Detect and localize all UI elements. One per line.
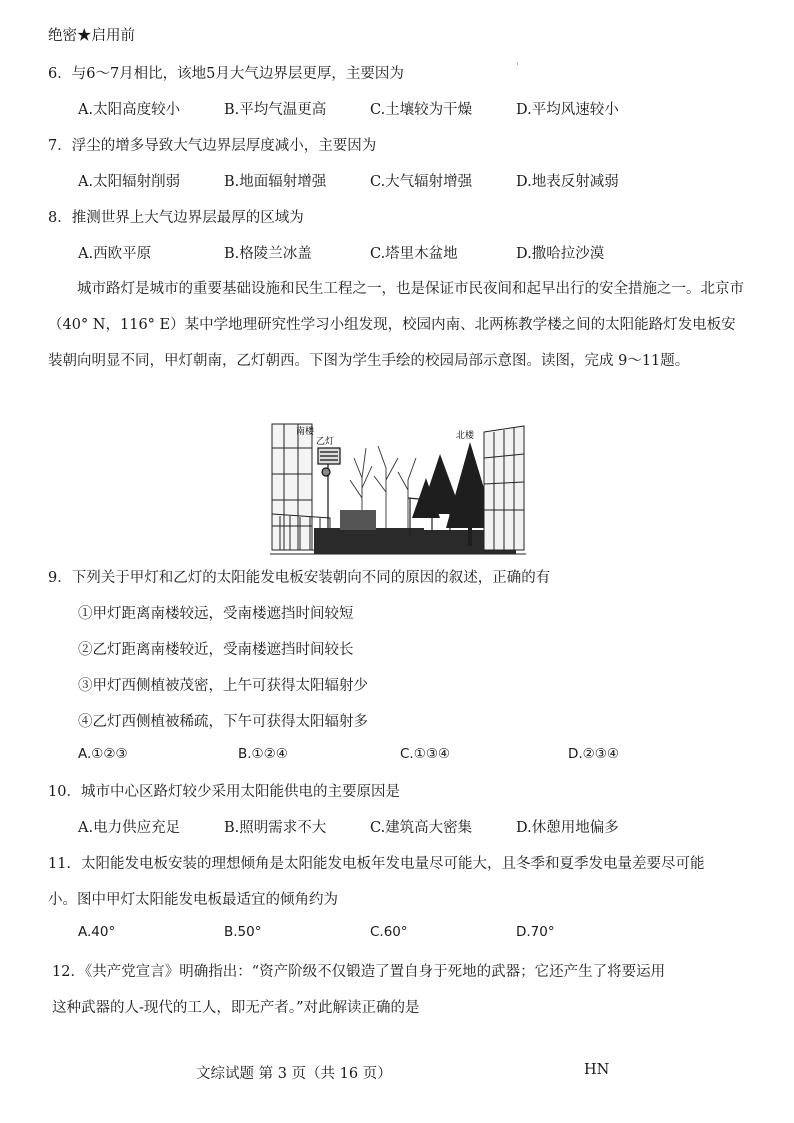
question-8-option-c: C.塔里木盆地	[370, 246, 458, 262]
question-9-option-d: D.②③④	[568, 746, 619, 762]
campus-sketch-figure	[270, 418, 526, 560]
question-8-option-d: D.撒哈拉沙漠	[516, 246, 605, 262]
question-9-statement-2: ②乙灯距离南楼较近，受南楼遮挡时间较长	[78, 642, 354, 658]
question-9-statement-1: ①甲灯距离南楼较远，受南楼遮挡时间较短	[78, 606, 354, 622]
question-7-option-d: D.地表反射减弱	[516, 174, 619, 190]
question-9-option-a: A.①②③	[78, 746, 128, 762]
question-11-option-b: B.50°	[224, 924, 262, 940]
question-11-option-a: A.40°	[78, 924, 116, 940]
secret-label: 绝密★启用前	[48, 28, 135, 44]
question-11-stem-line-1: 11．太阳能发电板安装的理想倾角是太阳能发电板年发电量尽可能大，且冬季和夏季发电量差要尽可能	[48, 856, 705, 872]
question-12-stem-line-1: 12．《共产党宣言》明确指出：“资产阶级不仅锻造了置自身于死地的武器；它还产生了将要运用	[52, 964, 666, 980]
question-7-stem: 7．浮尘的增多导致大气边界层厚度减小，主要因为	[48, 138, 377, 154]
exam-code: HN	[584, 1062, 610, 1078]
reading-passage: 城市路灯是城市的重要基础设施和民生工程之一，也是保证市民夜间和起早出行的安全措施之一。北京市（40° N，116° E）某中学地理研究性学习小组发现，校园内南、北两栋教学楼之间的太阳能路灯发电板安装朝向明显不同，甲灯朝南，乙灯朝西。下图为学生手绘的校园局部示意图。读图，完成 9～11题。	[48, 281, 744, 369]
question-8-option-a: A.西欧平原	[78, 246, 152, 262]
page-number: 文综试题 第 3 页（共 16 页）	[196, 1066, 392, 1082]
label-south-building: 南楼	[296, 427, 315, 437]
question-10-option-c: C.建筑高大密集	[370, 820, 473, 836]
label-north-building: 北楼	[456, 431, 475, 441]
question-10-option-a: A.电力供应充足	[78, 820, 181, 836]
question-6-stem: 6．与6～7月相比，该地5月大气边界层更厚，主要因为	[48, 66, 404, 82]
question-11-option-d: D.70°	[516, 924, 555, 940]
question-9-stem: 9．下列关于甲灯和乙灯的太阳能发电板安装朝向不同的原因的叙述，正确的有	[48, 570, 551, 586]
question-7-option-a: A.太阳辐射削弱	[78, 174, 181, 190]
label-yi-lamp: 乙灯	[316, 437, 335, 447]
question-7-option-c: C.大气辐射增强	[370, 174, 473, 190]
question-8-option-b: B.格陵兰冰盖	[224, 246, 312, 262]
north-building-drawing	[484, 426, 524, 550]
question-9-statement-4: ④乙灯西侧植被稀疏，下午可获得太阳辐射多	[78, 714, 368, 730]
corner-mark: '	[516, 62, 519, 73]
question-9-option-b: B.①②④	[238, 746, 288, 762]
question-10-stem: 10．城市中心区路灯较少采用太阳能供电的主要原因是	[48, 784, 400, 800]
question-7-option-b: B.地面辐射增强	[224, 174, 327, 190]
question-10-option-d: D.休憩用地偏多	[516, 820, 619, 836]
question-10-option-b: B.照明需求不大	[224, 820, 327, 836]
question-9-statement-3: ③甲灯西侧植被茂密，上午可获得太阳辐射少	[78, 678, 368, 694]
question-6-option-a: A.太阳高度较小	[78, 102, 181, 118]
question-12-stem-line-2: 这种武器的人-现代的工人，即无产者。”对此解读正确的是	[52, 1000, 420, 1016]
question-6-option-d: D.平均风速较小	[516, 102, 619, 118]
question-8-stem: 8．推测世界上大气边界层最厚的区域为	[48, 210, 304, 226]
question-11-stem-line-2: 小。图中甲灯太阳能发电板最适宜的倾角约为	[48, 892, 338, 908]
question-9-option-c: C.①③④	[400, 746, 451, 762]
question-11-option-c: C.60°	[370, 924, 408, 940]
question-6-option-b: B.平均气温更高	[224, 102, 327, 118]
question-6-option-c: C.土壤较为干燥	[370, 102, 473, 118]
